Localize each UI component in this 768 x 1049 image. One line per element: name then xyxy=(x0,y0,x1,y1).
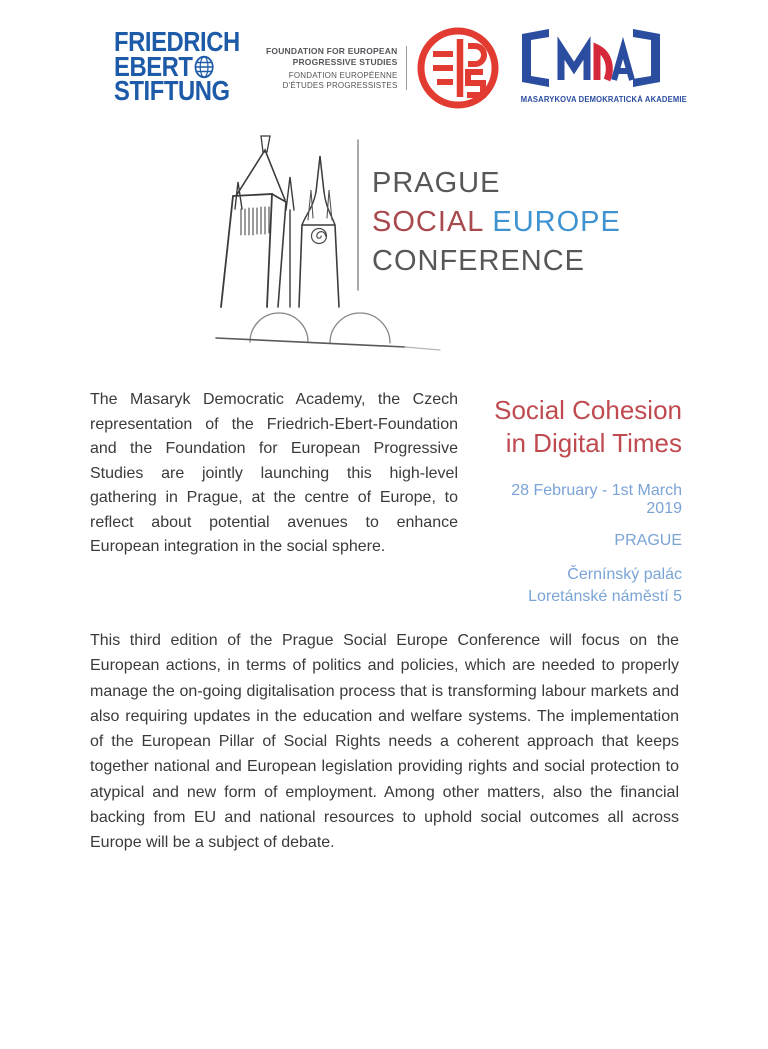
event-title xyxy=(472,394,682,460)
conference-logo-conference: CONFERENCE xyxy=(372,245,586,277)
fes-logo-line3: STIFTUNG xyxy=(114,75,230,106)
main-columns xyxy=(90,388,682,608)
conference-logo-europe: EUROPE xyxy=(492,206,621,238)
fes-logo xyxy=(114,26,240,106)
conference-logo-text xyxy=(372,164,621,281)
event-date: 28 February - 1st March 2019 xyxy=(511,482,682,517)
feps-logo xyxy=(266,26,500,110)
description-paragraph: This third edition of the Prague Social Europe Conference will focus on the European actions, in terms of politics and policies, which are needed to properly manage the on-going digitalisation process that is transforming labour markets and also requiring updates in the education and welfare systems. The implementation of the European Pillar of Social Rights needs a coherent approach that keeps together national and European legislation providing rights and social protection to atypical and new form of employment. Among other matters, also the financial backing from EU and national resources to uphold social outcomes all across Europe will be a subject of debate. xyxy=(90,632,679,852)
fes-logo-line1: FRIEDRICH xyxy=(114,26,240,57)
feps-divider-line xyxy=(406,46,407,90)
feps-name-en-line1: FOUNDATION FOR EUROPEAN xyxy=(266,45,398,56)
event-info-panel xyxy=(472,388,682,608)
event-city: PRAGUE xyxy=(614,532,682,549)
intro-paragraph: The Masaryk Democratic Academy, the Czech representation of the Friedrich-Ebert-Foundation and the Foundation for European Progressive Studies are jointly launching this high-level gathering in Prague, at the centre of Europe, to reflect about potential avenues to enhance European integration in the social sphere. xyxy=(90,391,458,555)
conference-logo-city: PRAGUE xyxy=(372,167,501,199)
event-venue-line1: Černínský palác xyxy=(567,566,682,583)
event-venue-line2: Loretánské náměstí 5 xyxy=(528,588,682,605)
fes-logo-ebert-text: EBERT xyxy=(114,50,193,82)
feps-name-fr-line1: FONDATION EUROPÉENNE xyxy=(288,70,398,80)
mda-book-icon xyxy=(517,28,665,88)
conference-logo-social: SOCIAL xyxy=(372,206,484,238)
mda-caption: MASARYKOVA DEMOKRATICKÁ AKADEMIE xyxy=(520,95,687,104)
event-title-line2: in Digital Times xyxy=(505,428,682,458)
feps-name-fr-line2: D'ÉTUDES PROGRESSISTES xyxy=(282,80,398,90)
feps-logo-text xyxy=(266,46,397,91)
conference-logo-social-europe xyxy=(372,203,621,242)
event-venue xyxy=(472,564,682,608)
event-title-line1: Social Cohesion xyxy=(494,395,682,425)
mda-logo xyxy=(517,28,687,104)
conference-logo xyxy=(200,130,662,366)
feps-name-en-line2: PROGRESSIVE STUDIES xyxy=(292,56,398,67)
feps-emblem-icon xyxy=(416,26,500,110)
